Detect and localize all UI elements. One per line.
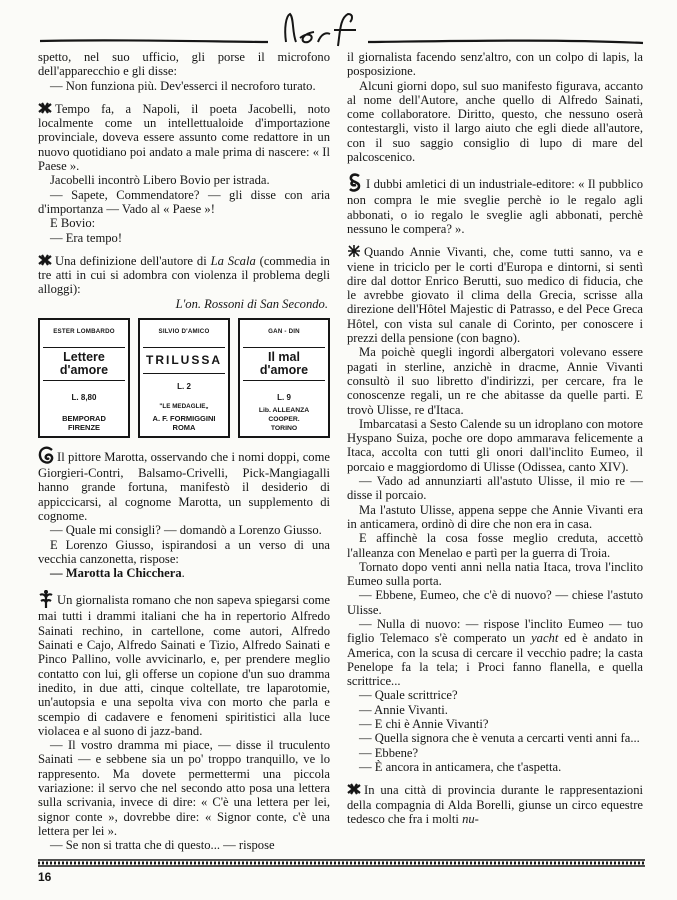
paragraph: — Ebbene? [359, 745, 419, 760]
fleuron-icon [38, 254, 52, 266]
paragraph: Jacobelli incontrò Libero Bovio per istrada. [50, 173, 270, 188]
paragraph: — Annie Vivanti. [359, 702, 448, 717]
book-author: ESTER LOMBARDO [53, 328, 115, 336]
paragraph: — Non funziona più. Dev'esserci il necroforo turato. [50, 78, 316, 93]
paragraph: Ma poichè quegli ingordi albergatori volevano essere pagati in sterline, anzichè in dracme, Annie Vivanti consultò il suo libretto d'indirizzi, per cercare, fra le conoscenze regali, un re che abitasse da quelle parti. E trovò Ulisse, re d'Itaca. [347, 345, 643, 417]
header-logo [38, 8, 645, 48]
paragraph: — Marotta la Chicchera. [50, 566, 185, 581]
definition-quote: L'on. Rossoni di San Secondo. [175, 296, 328, 311]
book-price: L. 2 [177, 382, 191, 392]
flower-ornament-icon [347, 245, 361, 257]
anecdote-borelli: In una città di provincia durante le rappresentazioni della compagnia di Alda Borelli, giunse un circo equestre tedesco che fra i molti nu- [347, 783, 643, 826]
paragraph: — Quella signora che è venuta a cercarti venti anni fa... [359, 731, 640, 746]
paragraph: — E chi è Annie Vivanti? [359, 717, 489, 732]
anecdote-marotta: Il pittore Marotta, osservando che i nomi doppi, come Giorgieri-Contri, Balsamo-Crivelli, Pick-Mangiagalli hanno grande fortuna, manifestò il desiderio di appiccicarsi, al cognome Marotta, un supplemento di cognome. [38, 446, 330, 523]
book-advertisements [38, 318, 330, 438]
swirl-ornament-icon [38, 446, 54, 466]
anecdote-sainati: Un giornalista romano che non sapeva spiegarsi come mai tutti i drammi italiani che ha in repertorio Alfredo Sainati rechino, in cartellone, come autori, Alfredo Sainati e Cajo, Alfredo Sainati e Tizio, Alfredo Sainati e Pinco Pallino, volle avvicinarlo, e, per prendere meglio contatto con lui, gli offerse un copione d'un suo dramma inedito, in due atti, cinque coltellate, tre laparotomie, un'autopsia e una sepolta viva con morto che parla e scempio di cadavere e fenomeni spiritistici alla luce violacea e al suono di jazz-band. [38, 589, 330, 738]
book-ad [238, 318, 330, 438]
fleuron-icon [347, 783, 361, 795]
paragraph: — È ancora in anticamera, che t'aspetta. [359, 759, 562, 774]
anecdote-la-scala: Una definizione dell'autore di La Scala (commedia in tre atti in cui si adombra con violenza il problema degli alloggi): [38, 253, 330, 297]
paragraph: Imbarcatasi a Sesto Calende su un idroplano con motore Hyspano Suiza, poche ore dopo ammarava felicemente a Itaca, accolta con tutti gli onori dall'inclito Eumeo, il porcaio e maggiordomo di Ulisse (Odissea, canto XIV). [347, 416, 643, 474]
emphasis: Chicchera [126, 566, 182, 581]
paragraph: — Nulla di nuovo: — rispose l'inclito Eumeo — tuo figlio Telemaco s'è comperato un yacht ed è andato in America, con la scusa di cercare il vecchio padre; la casta Penelope fa la tela; i Proci fanno flanella, e quella scrittrice... [347, 616, 643, 689]
paragraph: E affinchè la cosa fosse meglio creduta, accettò l'alleanza con Menelao e partì per la guerra di Troia. [347, 531, 643, 560]
book-author: SILVIO D'AMICO [158, 328, 210, 336]
header-logo-text: lgrf [300, 30, 302, 31]
book-ad [138, 318, 230, 438]
book-publisher: Lib. ALLEANZA COOPER. TORINO [258, 406, 310, 432]
emphasis: yacht [531, 631, 559, 646]
book-price: L. 8,80 [71, 393, 97, 403]
page-number: 16 [38, 870, 52, 884]
paragraph: — Era tempo! [50, 230, 123, 245]
book-title: TRILUSSA [143, 347, 225, 374]
book-publisher: A. F. FORMIGGINI ROMA [152, 414, 216, 433]
emphasis: nu- [462, 811, 479, 826]
play-title: La Scala [210, 253, 256, 268]
paragraph: — Sapete, Commendatore? — gli disse con aria d'importanza — Vado al « Paese »! [38, 187, 330, 216]
book-title: Il mal d'amore [243, 347, 325, 381]
anecdote-vivanti: Quando Annie Vivanti, che, come tutti sanno, va e viene in triciclo per le corti d'Europa e dintorni, si sentì dire dal dottor Enrico Berutti, suo medico di fiducia, che le avrebbe giovato il clima della Grecia, scrisse alla direzione dell'Hôtel Majestic di Patrasso, e del Pece Greca Hôtel, con vista sul canale di Corinto, per conoscere i prezzi della pensione (con bagno). [347, 245, 643, 346]
paragraph: — Quale scrittrice? [359, 688, 458, 703]
left-column [38, 50, 330, 852]
paragraph-text: Tempo fa, a Napoli, il poeta Jacobelli, noto localmente come un intellettualoide d'importazione provinciale, doveva essere assunto come redattore in un nuovo quotidiano poi andato a male prima di nascere: « Il Paese ». [38, 101, 330, 174]
book-price: L. 9 [277, 393, 291, 403]
right-column [347, 50, 643, 826]
paragraph: spetto, nel suo ufficio, gli porse il microfono dell'apparecchio e gli disse: [38, 50, 330, 79]
section-ornament-icon [347, 173, 363, 193]
anecdote-editore: I dubbi amletici di un industriale-editore: « Il pubblico non compra le mie sveglie perchè io le regalo agli abbonati, o io regalo le sveglie agli abbonati, perchè nessuno le compera? ». [347, 173, 643, 236]
paragraph: E Bovio: [50, 216, 96, 231]
paragraph: E Lorenzo Giusso, ispirandosi a un verso di una vecchia canzonetta, rispose: [38, 537, 330, 566]
book-publisher: BEMPORAD FIRENZE [62, 414, 106, 433]
paragraph: il giornalista facendo senz'altro, con un colpo di lapis, la posposizione. [347, 50, 643, 79]
paragraph: Tornato dopo venti anni nella natia Itaca, trova l'inclito Eumeo sulla porta. [347, 559, 643, 589]
paragraph: — Ebbene, Eumeo, che c'è di nuovo? — chiese l'astuto Ulisse. [347, 588, 643, 617]
anecdote-jacobelli [38, 102, 330, 173]
footer-ornamental-rule [38, 858, 645, 868]
paragraph: — Il vostro dramma mi piace, — disse il truculento Sainati — e sebbene sia un po' troppo tranquillo, ve lo rappresento. Ma dovete permettermi una piccola variazione: il servo che nel secondo atto posa una lettera sulla scrivania, invece di dire: « C'è una lettera per lei, signor conte », dovrebbe dire: « Signor conte, c'è una lettera per lei ». [38, 738, 330, 838]
paragraph: — Vado ad annunziarti all'astuto Ulisse, il mio re — disse il porcaio. [347, 474, 643, 503]
paragraph: — Se non si tratta che di questo... — rispose [50, 838, 275, 853]
book-ad [38, 318, 130, 438]
fleur-ornament-icon [38, 589, 54, 609]
paragraph: Alcuni giorni dopo, sul suo manifesto figurava, accanto al nome dell'Autore, anche quello di Alfredo Sainati, come collaboratore. Diritto, questo, che nessuno oserà contestargli, visto il largo aiuto che egli diede all'autore, con il suo saggio consiglio di lupo di mare del palcoscenico. [347, 78, 643, 165]
book-title: Lettere d'amore [43, 347, 125, 381]
fleuron-icon [38, 102, 52, 114]
book-author: GAN - DIN [268, 328, 300, 336]
paragraph: Ma l'astuto Ulisse, appena seppe che Annie Vivanti era in anticamera, ordinò di dire che non era in casa. [347, 502, 643, 531]
paragraph: — Quale mi consigli? — domandò a Lorenzo Giusso. [50, 523, 322, 538]
book-subtitle: "LE MEDAGLIE„ [159, 402, 209, 410]
